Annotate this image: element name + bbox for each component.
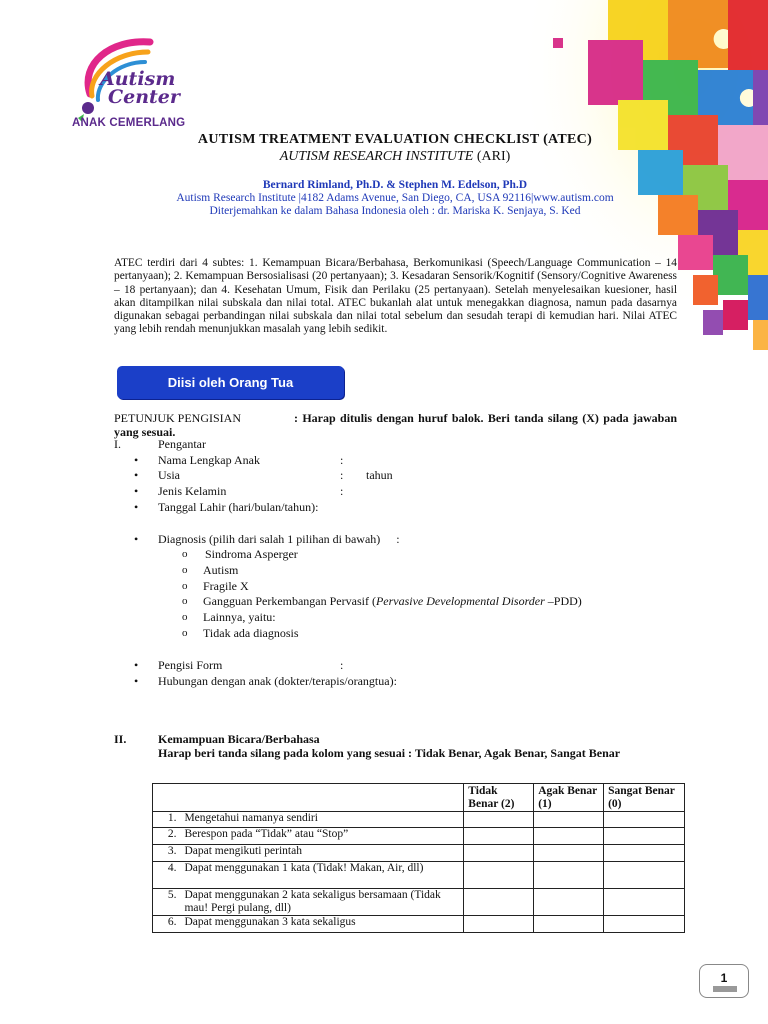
section2-instruction: Harap beri tanda silang pada kolom yang sesuai : Tidak Benar, Agak Benar, Sangat Benar: [158, 746, 621, 760]
instructions: [114, 411, 677, 439]
logo-name: [100, 70, 180, 106]
logo-name-line1: Autism: [100, 68, 176, 90]
pdd-italic: Pervasive Developmental Disorder: [375, 594, 545, 608]
pdd-suffix: –PDD): [544, 594, 582, 608]
item-number: 3.: [153, 845, 183, 862]
field-filler-label: Pengisi Form: [158, 658, 223, 672]
field-relationship-label: [158, 674, 397, 688]
answer-cell-agak-benar[interactable]: [534, 812, 604, 828]
intro-paragraph: ATEC terdiri dari 4 subtes: 1. Kemampuan Bicara/Berbahasa, Berkomunikasi (Speech/Language Communication – 14 pertanyaan); 2. Kemampuan Bersosialisasi (20 pertanyaan); 3. Kesadaran Sensorik/Kognitif (Sensory/Cognitive Awareness – 18 pertanyaan); dan 4. Kesehatan Umum, Fisik dan Perilaku (25 pertanyaan). Setelah menyelesaikan kuesioner, hasil akan ditampilkan nilai subskala dan nilai total. ATEC bukanlah alat untuk menegakkan diagnosa, namun pada dasarnya digunakan sebagai perbandingan nilai subskala dan nilai total sebelum dan sesudah terapi di kemudian hari. Nilai ATEC yang lebih rendah menunjukkan masalah yang lebih sedikit.: [114, 257, 677, 336]
answer-cell-sangat-benar[interactable]: [604, 845, 685, 862]
item-number: 1.: [153, 812, 183, 828]
field-age-label: Usia: [158, 468, 180, 482]
option-marker: o: [182, 564, 188, 576]
table-header-row: [153, 784, 685, 812]
section2-title: Kemampuan Bicara/Berbahasa: [158, 732, 320, 746]
item-number: 2.: [153, 828, 183, 845]
page-number: 1: [720, 971, 728, 985]
document-title: AUTISM TREATMENT EVALUATION CHECKLIST (ATEC): [197, 132, 593, 147]
column-header-agak-benar: Agak Benar (1): [534, 784, 604, 812]
answer-cell-agak-benar[interactable]: [534, 845, 604, 862]
page-number-bar: [713, 986, 737, 992]
pdd-prefix: Gangguan Perkembangan Pervasif (: [203, 594, 376, 608]
table-row: [153, 828, 685, 845]
institute-abbr: (ARI): [473, 149, 511, 164]
filled-by-parent-banner: Diisi oleh Orang Tua: [117, 366, 344, 399]
item-text: Dapat menggunakan 2 kata sekaligus bersamaan (Tidak mau! Pergi pulang, dll): [182, 889, 463, 916]
answer-cell-tidak-benar[interactable]: [464, 845, 534, 862]
answer-cell-sangat-benar[interactable]: [604, 889, 685, 916]
field-diagnosis-colon[interactable]: :: [396, 532, 400, 546]
translator-line: Diterjemahkan ke dalam Bahasa Indonesia oleh : dr. Mariska K. Senjaya, S. Ked: [209, 205, 581, 217]
bullet-icon: •: [134, 484, 139, 498]
authors-line: Bernard Rimland, Ph.D. & Stephen M. Edelson, Ph.D: [262, 179, 528, 191]
field-name-label: Nama Lengkap Anak: [158, 453, 260, 467]
option-marker: o: [182, 627, 188, 639]
field-name-colon[interactable]: :: [340, 453, 344, 467]
diagnosis-option-pdd[interactable]: [203, 594, 582, 609]
instructions-text: : Harap ditulis dengan huruf balok. Beri tanda silang (X) pada jawaban yang sesuai.: [114, 411, 677, 439]
section2-number: II.: [114, 732, 127, 746]
diagnosis-option-fragile-x[interactable]: Fragile X: [203, 579, 249, 593]
table-header-blank: [153, 784, 464, 812]
bullet-icon: •: [134, 658, 139, 672]
page-number-badge: [699, 964, 749, 998]
answer-cell-agak-benar[interactable]: [534, 862, 604, 889]
table-row: [153, 862, 685, 889]
answer-cell-agak-benar[interactable]: [534, 889, 604, 916]
item-number: 6.: [153, 916, 183, 933]
field-dob-text: Tanggal Lahir (hari/bulan/tahun): [158, 500, 316, 514]
answer-cell-tidak-benar[interactable]: [464, 916, 534, 933]
bullet-icon: •: [134, 468, 139, 482]
field-relationship-colon[interactable]: :: [393, 674, 397, 688]
table-row: [153, 812, 685, 828]
institute-name: AUTISM RESEARCH INSTITUTE: [279, 149, 474, 164]
institute-line: [100, 149, 690, 165]
column-header-tidak-benar: Tidak Benar (2): [464, 784, 534, 812]
answer-cell-sangat-benar[interactable]: [604, 862, 685, 889]
column-header-sangat-benar: Sangat Benar (0): [604, 784, 685, 812]
section1-number: I.: [114, 437, 121, 451]
bullet-icon: •: [134, 453, 139, 467]
option-marker: o: [182, 611, 188, 623]
bullet-icon: •: [134, 500, 139, 514]
bullet-icon: •: [134, 674, 139, 688]
instructions-label: PETUNJUK PENGISIAN: [114, 411, 242, 425]
diagnosis-option-autism[interactable]: Autism: [203, 563, 239, 577]
answer-cell-agak-benar[interactable]: [534, 916, 604, 933]
option-marker: o: [182, 580, 188, 592]
diagnosis-option-other[interactable]: Lainnya, yaitu:: [203, 610, 276, 624]
field-dob-colon[interactable]: :: [315, 500, 319, 514]
field-age-unit: tahun: [366, 468, 393, 482]
field-age-colon[interactable]: :: [340, 468, 344, 482]
answer-cell-tidak-benar[interactable]: [464, 862, 534, 889]
item-text: Dapat mengikuti perintah: [182, 845, 463, 862]
logo-name-line2: Center: [108, 86, 180, 108]
option-marker: o: [182, 548, 188, 560]
bullet-icon: •: [134, 532, 139, 546]
diagnosis-option-asperger[interactable]: Sindroma Asperger: [205, 547, 298, 561]
item-number: 5.: [153, 889, 183, 916]
answer-cell-sangat-benar[interactable]: [604, 812, 685, 828]
logo-subtitle: ANAK CEMERLANG: [72, 117, 186, 129]
answer-cell-tidak-benar[interactable]: [464, 828, 534, 845]
table-row: [153, 889, 685, 916]
field-relationship-text: Hubungan dengan anak (dokter/terapis/orangtua): [158, 674, 394, 688]
item-number: 4.: [153, 862, 183, 889]
answer-cell-agak-benar[interactable]: [534, 828, 604, 845]
field-diagnosis-text: Diagnosis (pilih dari salah 1 pilihan di bawah): [158, 532, 381, 546]
field-gender-label: Jenis Kelamin: [158, 484, 227, 498]
section1-title: Pengantar: [158, 437, 206, 451]
item-text: Mengetahui namanya sendiri: [182, 812, 463, 828]
answer-cell-tidak-benar[interactable]: [464, 812, 534, 828]
section2-header: [158, 732, 678, 760]
field-diagnosis-label: [158, 532, 400, 546]
answer-cell-sangat-benar[interactable]: [604, 828, 685, 845]
address-line: Autism Research Institute |4182 Adams Avenue, San Diego, CA, USA 92116|www.autism.com: [176, 192, 614, 204]
field-filler-colon[interactable]: :: [340, 658, 344, 672]
table-row: [153, 916, 685, 933]
option-marker: o: [182, 595, 188, 607]
field-gender-colon[interactable]: :: [340, 484, 344, 498]
speech-questions-table: [152, 783, 685, 933]
diagnosis-option-none[interactable]: Tidak ada diagnosis: [203, 626, 299, 640]
answer-cell-sangat-benar[interactable]: [604, 916, 685, 933]
item-text: Dapat menggunakan 3 kata sekaligus: [182, 916, 463, 933]
field-dob-label: [158, 500, 318, 514]
table-row: [153, 845, 685, 862]
answer-cell-tidak-benar[interactable]: [464, 889, 534, 916]
item-text: Berespon pada “Tidak” atau “Stop”: [182, 828, 463, 845]
item-text: Dapat menggunakan 1 kata (Tidak! Makan, Air, dll): [182, 862, 463, 889]
